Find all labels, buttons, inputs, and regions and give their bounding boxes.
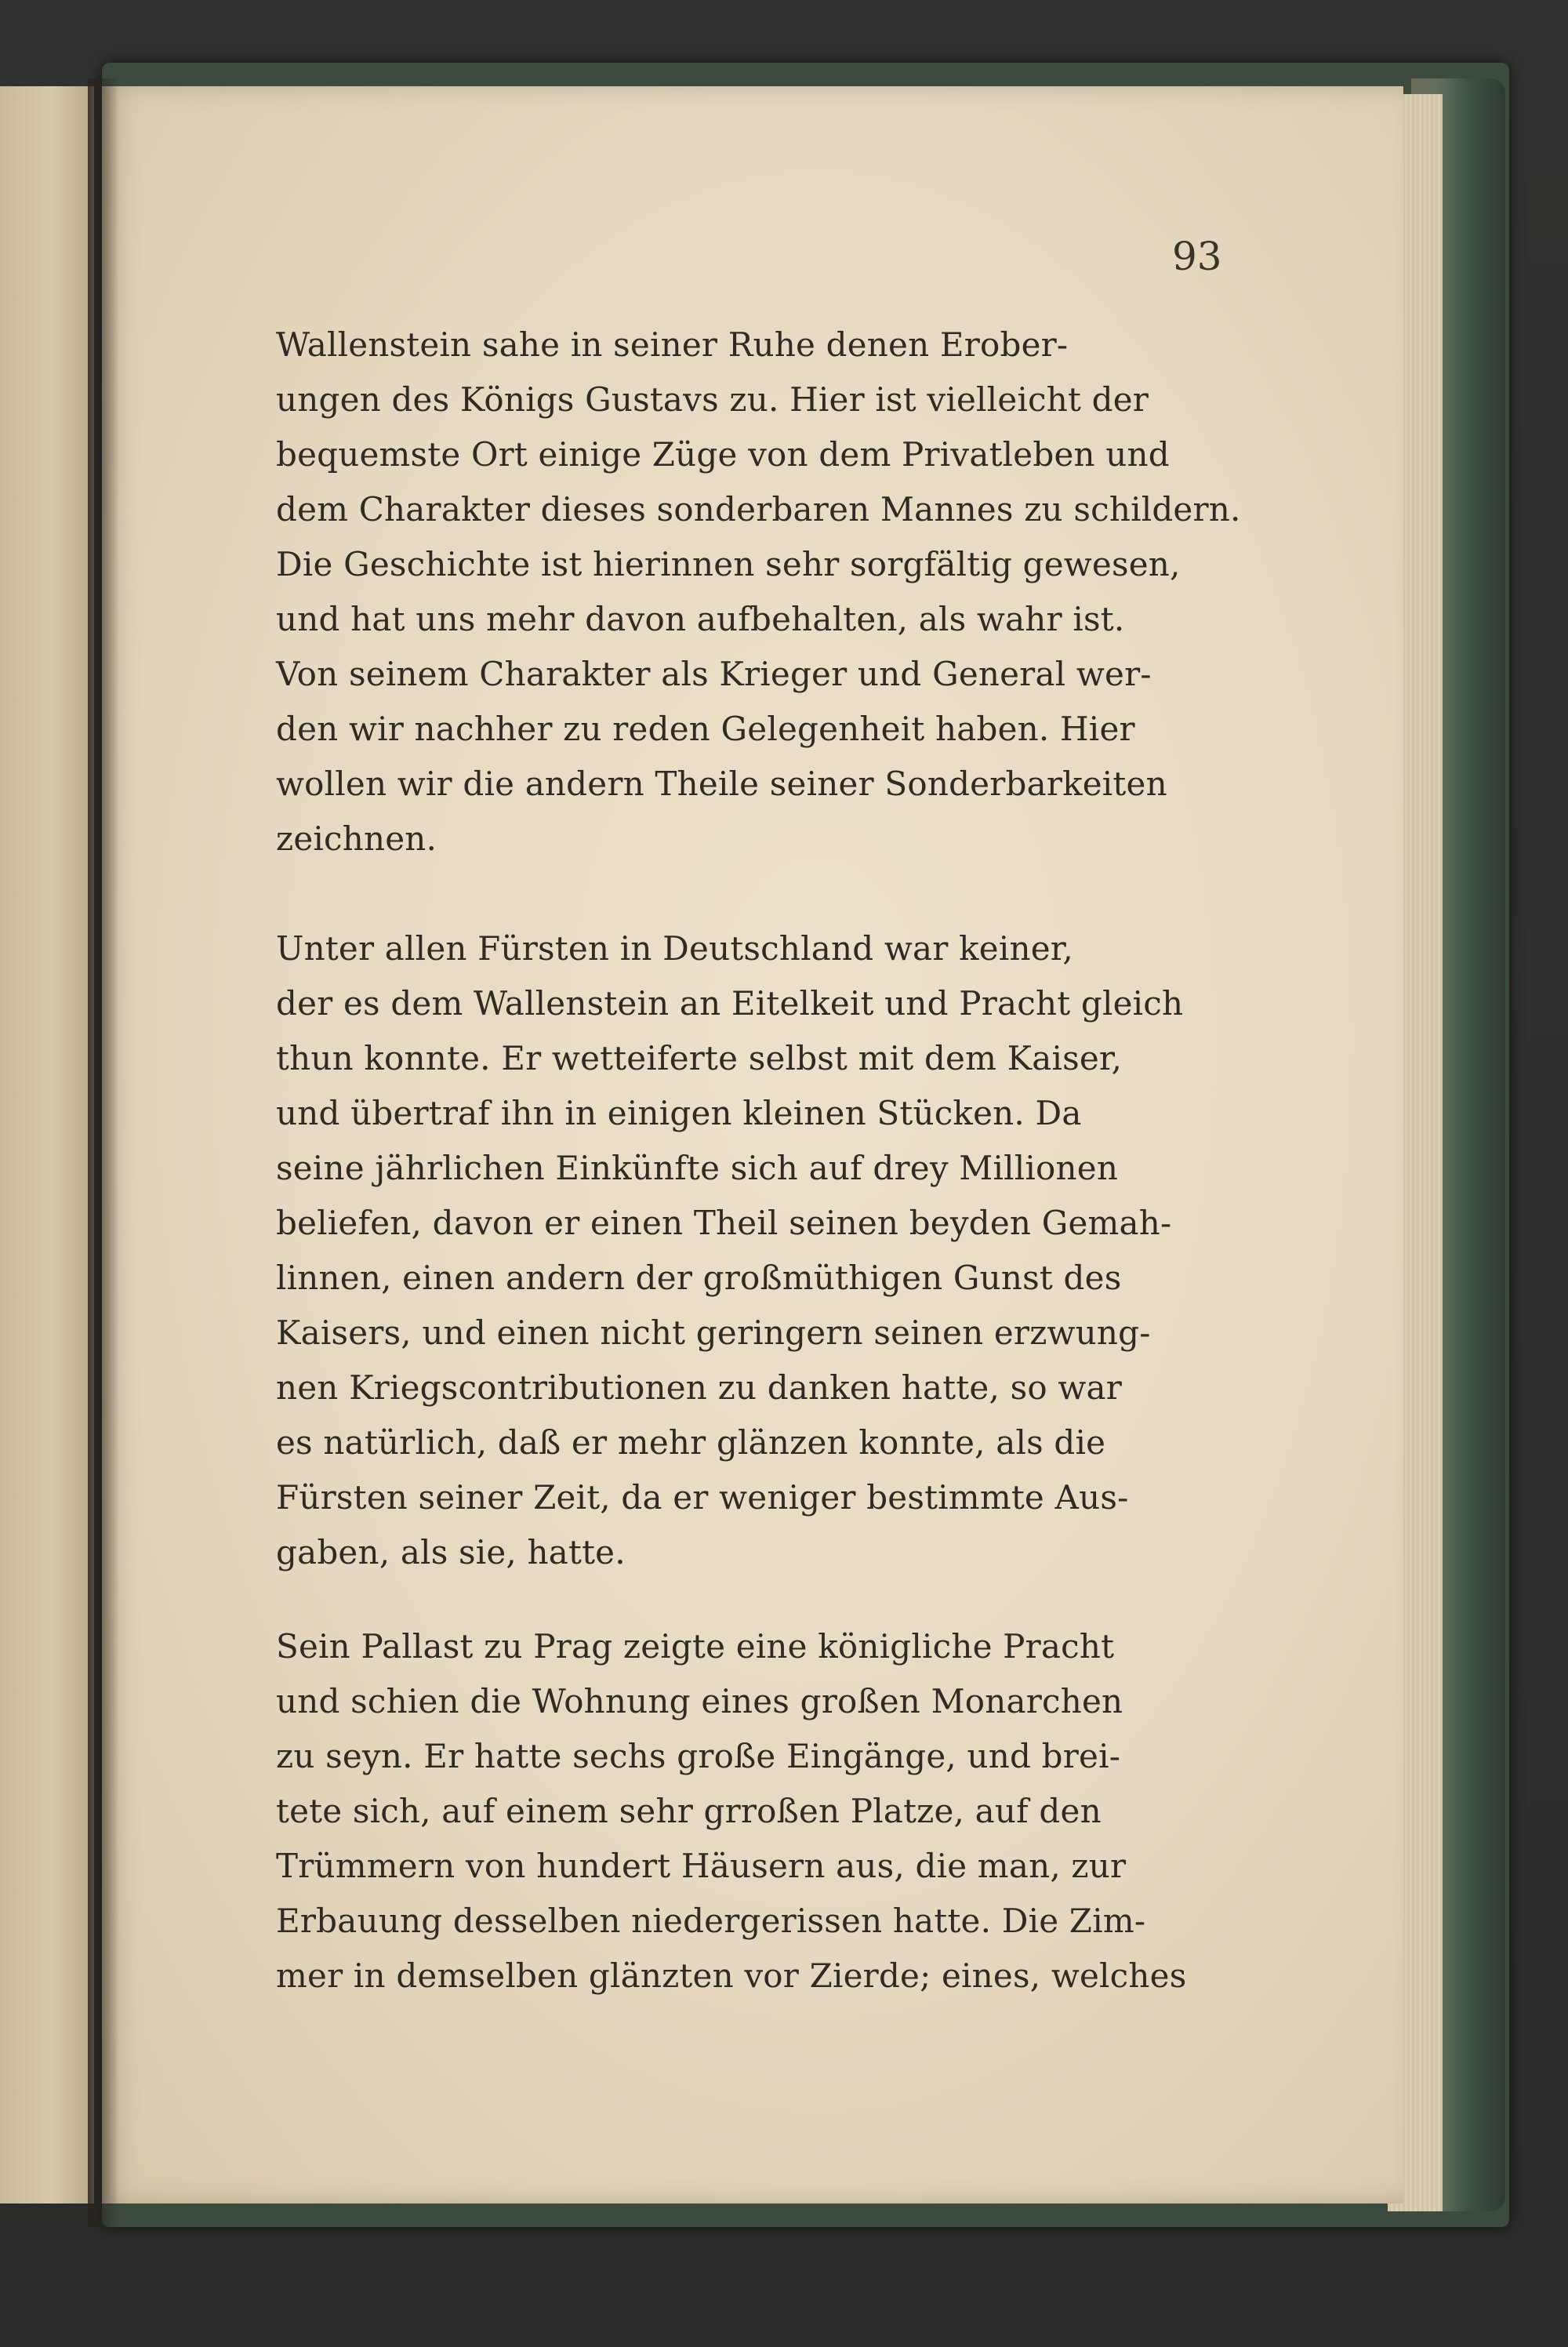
facing-page [0, 86, 94, 2203]
paragraph-3: Sein Pallast zu Prag zeigte eine königliche Pracht und schien die Wohnung eines großen Monarchen zu seyn. Er hatte sechs große Eingänge, und brei- tete sich, auf einem sehr grroßen Platze, auf den Trümmern von hundert Häusern aus, die man, zur Erbauung desselben niedergerissen hatte. Die Zim- mer in demselben glänzten vor Zierde; eines, welches [276, 1627, 1187, 1995]
page-number: 93 [1172, 234, 1222, 279]
gutter-shadow [88, 78, 119, 2227]
paragraph-1: Wallenstein sahe in seiner Ruhe denen Erober- ungen des Königs Gustavs zu. Hier ist vielleicht der bequemste Ort einige Züge von dem Privatleben und dem Charakter dieses sonderbaren Mannes zu schildern. Die Geschichte ist hierinnen sehr sorgfältig gewesen, und hat uns mehr davon aufbehalten, als wahr ist. Von seinem Charakter als Krieger und General wer- den wir nachher zu reden Gelegenheit haben. Hier wollen wir die andern Theile seiner Sonderbarkeiten zeichnen. [276, 325, 1241, 858]
paragraph-2: Unter allen Fürsten in Deutschland war keiner, der es dem Wallenstein an Eitelkeit und Pracht gleich thun konnte. Er wetteiferte selbst mit dem Kaiser, und übertraf ihn in einigen kleinen Stücken. Da seine jährlichen Einkünfte sich auf drey Millionen beliefen, davon er einen Theil seinen beyden Gemah- linnen, einen andern der großmüthigen Gunst des Kaisers, und einen nicht geringern seinen erzwung- nen Kriegscontributionen zu danken hatte, so war es natürlich, daß er mehr glänzen konnte, als die Fürsten seiner Zeit, da er weniger bestimmte Aus- gaben, als sie, hatte. [276, 929, 1184, 1571]
